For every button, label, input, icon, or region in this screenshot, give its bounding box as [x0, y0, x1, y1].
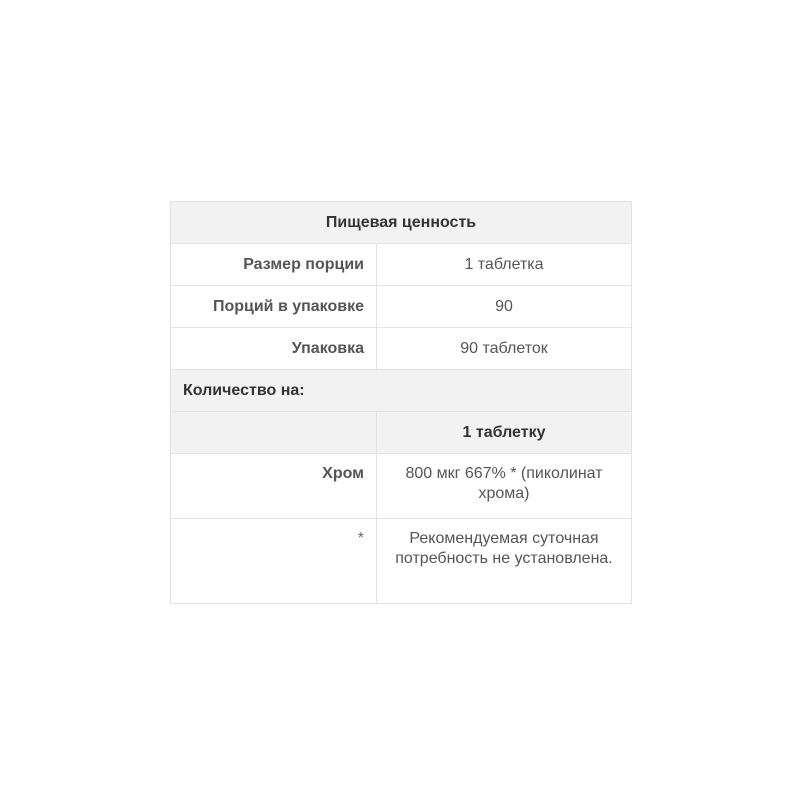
package-label: Упаковка	[171, 328, 377, 370]
nutrient-value: 800 мкг 667% * (пиколинат хрома)	[377, 454, 632, 519]
table-row	[171, 244, 632, 286]
empty-header-cell	[171, 412, 377, 454]
table-row	[171, 286, 632, 328]
servings-per-container-value: 90	[377, 286, 632, 328]
amount-column-header: 1 таблетку	[377, 412, 632, 454]
footnote-marker: *	[171, 519, 377, 604]
table-row	[171, 454, 632, 519]
serving-size-value: 1 таблетка	[377, 244, 632, 286]
amount-per-row	[171, 370, 632, 412]
footnote-row	[171, 519, 632, 604]
serving-size-label: Размер порции	[171, 244, 377, 286]
amount-column-header-row	[171, 412, 632, 454]
table-title-row	[171, 202, 632, 244]
amount-per-heading: Количество на:	[171, 370, 632, 412]
footnote-text: Рекомендуемая суточная потребность не установлена.	[377, 519, 632, 604]
table-row	[171, 328, 632, 370]
nutrition-facts-table	[170, 201, 632, 604]
package-value: 90 таблеток	[377, 328, 632, 370]
table-title: Пищевая ценность	[171, 202, 632, 244]
servings-per-container-label: Порций в упаковке	[171, 286, 377, 328]
nutrient-label: Хром	[171, 454, 377, 519]
